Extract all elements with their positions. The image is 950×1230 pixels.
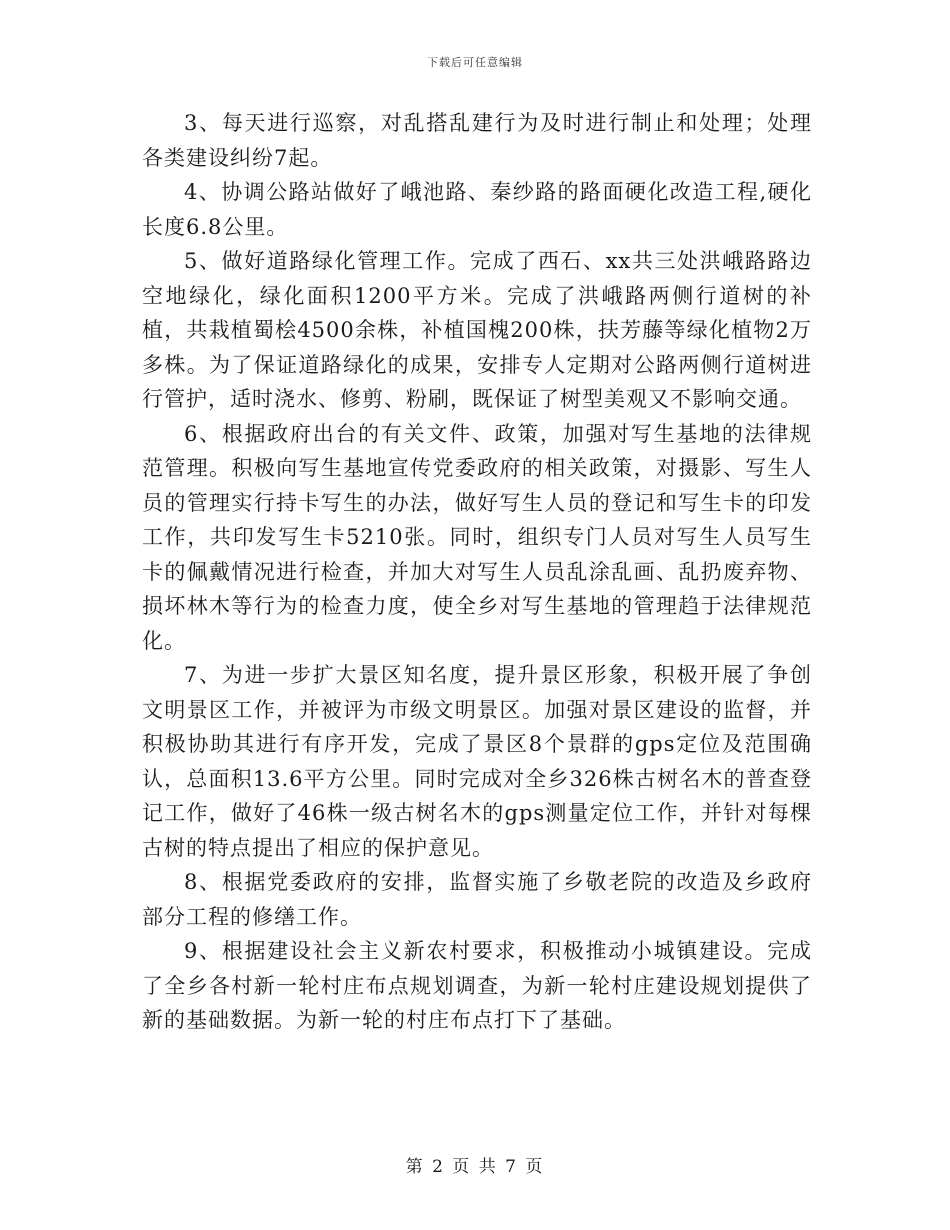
paragraph-item-3: 3、每天进行巡察，对乱搭乱建行为及时进行制止和处理；处理各类建设纠纷7起。 xyxy=(142,111,812,170)
paragraph-item-8: 8、根据党委政府的安排，监督实施了乡敬老院的改造及乡政府部分工程的修缮工作。 xyxy=(142,870,812,929)
paragraph-item-7: 7、为进一步扩大景区知名度，提升景区形象，积极开展了争创文明景区工作，并被评为市级文明景区。加强对景区建设的监督，并积极协助其进行有序开发，完成了景区8个景群的gps定位及范围确认，总面积13.6平方公里。同时完成对全乡326株古树名木的普查登记工作，做好了46株一级古树名木的gps测量定位工作，并针对每棵古树的特点提出了相应的保护意见。 xyxy=(142,663,812,860)
paragraph-item-9: 9、根据建设社会主义新农村要求，积极推动小城镇建设。完成了全乡各村新一轮村庄布点规划调查，为新一轮村庄建设规划提供了新的基础数据。为新一轮的村庄布点打下了基础。 xyxy=(142,939,812,1032)
paragraph-item-6: 6、根据政府出台的有关文件、政策，加强对写生基地的法律规范管理。积极向写生基地宣传党委政府的相关政策，对摄影、写生人员的管理实行持卡写生的办法，做好写生人员的登记和写生卡的印发工作，共印发写生卡5210张。同时，组织专门人员对写生人员写生卡的佩戴情况进行检查，并加大对写生人员乱涂乱画、乱扔废弃物、损坏林木等行为的检查力度，使全乡对写生基地的管理趋于法律规范化。 xyxy=(142,421,812,653)
page-number-footer: 第 2 页 共 7 页 xyxy=(405,1157,545,1177)
page-header: 下载后可任意编辑 xyxy=(427,56,523,69)
paragraph-item-5: 5、做好道路绿化管理工作。完成了西石、xx共三处洪峨路路边空地绿化，绿化面积1200平方米。完成了洪峨路两侧行道树的补植，共栽植蜀桧4500余株，补植国槐200株，扶芳藤等绿化植物2万多株。为了保证道路绿化的成果，安排专人定期对公路两侧行道树进行管护，适时浇水、修剪、粉刷，既保证了树型美观又不影响交通。 xyxy=(142,249,812,411)
document-body xyxy=(142,106,812,1038)
paragraph-item-4: 4、协调公路站做好了峨池路、秦纱路的路面硬化改造工程,硬化长度6.8公里。 xyxy=(142,180,812,239)
